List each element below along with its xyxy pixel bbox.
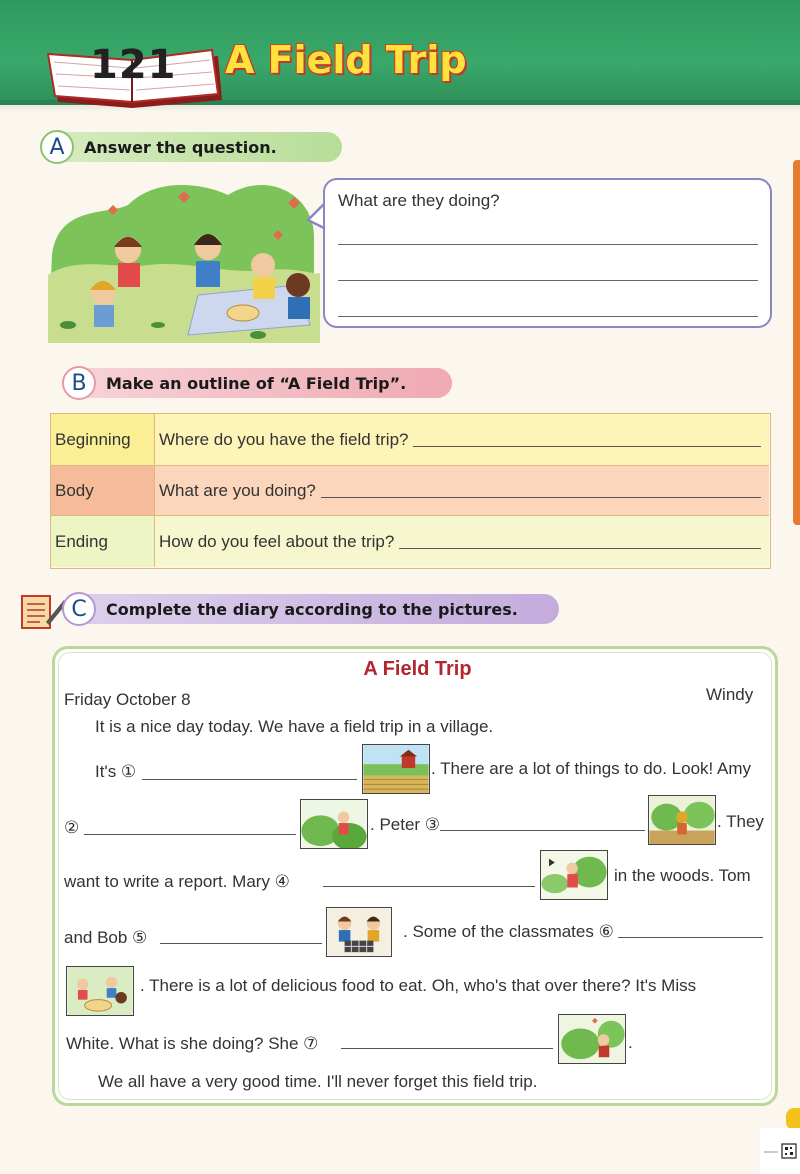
section-a-letter: A <box>40 130 74 164</box>
answer-line-1[interactable] <box>338 244 758 245</box>
farm-picture <box>362 744 430 794</box>
outline-prompt: Where do you have the field trip? <box>159 429 409 449</box>
diary-date: Friday October 8 <box>64 690 191 709</box>
outline-label: Beginning <box>51 414 155 465</box>
section-c-instruction: Complete the diary according to the pictures. <box>106 599 518 619</box>
sentence-2-suffix: . They <box>717 812 764 831</box>
sentence-4-mid: . Some of the classmates ⑥ <box>403 922 614 941</box>
question-text: What are they doing? <box>338 191 500 210</box>
outline-label: Body <box>51 466 155 515</box>
sentence-3-prefix: want to write a report. Mary ④ <box>64 872 290 891</box>
diary-title: A Field Trip <box>363 658 472 680</box>
outline-row-body <box>51 465 769 516</box>
section-b-letter: B <box>62 366 96 400</box>
page-corner-badge <box>786 1108 800 1130</box>
blank-4[interactable] <box>323 886 535 887</box>
blank-1-prefix: It's ① <box>95 762 137 781</box>
diary-last-line: We all have a very good time. I'll never forget this field trip. <box>98 1072 538 1091</box>
outline-table <box>50 413 771 569</box>
sentence-4-prefix: and Bob ⑤ <box>64 928 148 947</box>
outline-row-beginning <box>51 414 769 465</box>
sentence-1-suffix: . There are a lot of things to do. Look! Amy <box>431 759 752 778</box>
blank-2-number: ② <box>64 818 80 837</box>
diary-weather: Windy <box>706 685 754 704</box>
qr-code-icon <box>760 1128 800 1174</box>
answer-line-2[interactable] <box>338 280 758 281</box>
blank-5[interactable] <box>160 943 322 944</box>
section-a-instruction: Answer the question. <box>84 137 277 157</box>
section-c-letter: C <box>62 592 96 626</box>
section-b-heading <box>62 368 452 398</box>
outline-answer-line[interactable] <box>413 433 761 447</box>
blank-3[interactable] <box>440 830 645 831</box>
section-a-heading <box>40 132 342 162</box>
classmates-food-picture <box>66 966 134 1016</box>
blank-6[interactable] <box>618 937 763 938</box>
blank-2[interactable] <box>84 834 296 835</box>
outline-answer-line[interactable] <box>321 484 761 498</box>
lesson-number: 121 <box>90 42 177 88</box>
peter-picture <box>648 795 716 845</box>
blank-1[interactable] <box>142 779 357 780</box>
outline-cell <box>155 516 769 567</box>
tom-bob-picture <box>326 907 392 957</box>
amy-picture <box>300 799 368 849</box>
outline-row-ending <box>51 516 769 567</box>
sentence-3-suffix: in the woods. Tom <box>614 866 751 885</box>
outline-answer-line[interactable] <box>399 535 761 549</box>
blank-7[interactable] <box>341 1048 553 1049</box>
outline-cell <box>155 466 769 515</box>
section-c-heading <box>62 594 559 624</box>
answer-line-3[interactable] <box>338 316 758 317</box>
sentence-2-mid: . Peter ③ <box>370 815 441 834</box>
outline-prompt: What are you doing? <box>159 480 316 500</box>
side-tab <box>793 160 800 525</box>
writing-notepad-icon <box>20 592 68 632</box>
miss-white-picture <box>558 1014 626 1064</box>
answer-bubble <box>323 178 772 328</box>
sentence-6-suffix: . <box>628 1033 633 1052</box>
outline-label: Ending <box>51 516 155 567</box>
diary-line-1: It is a nice day today. We have a field trip in a village. <box>95 717 494 736</box>
mary-picture <box>540 850 608 900</box>
section-b-instruction: Make an outline of “A Field Trip”. <box>106 373 407 393</box>
sentence-6-prefix: White. What is she doing? She ⑦ <box>66 1034 319 1053</box>
outline-cell <box>155 414 769 465</box>
picnic-illustration <box>48 175 320 343</box>
page-title: A Field Trip <box>225 38 467 82</box>
sentence-5: . There is a lot of delicious food to eat. Oh, who's that over there? It's Miss <box>140 976 697 995</box>
outline-prompt: How do you feel about the trip? <box>159 531 395 551</box>
